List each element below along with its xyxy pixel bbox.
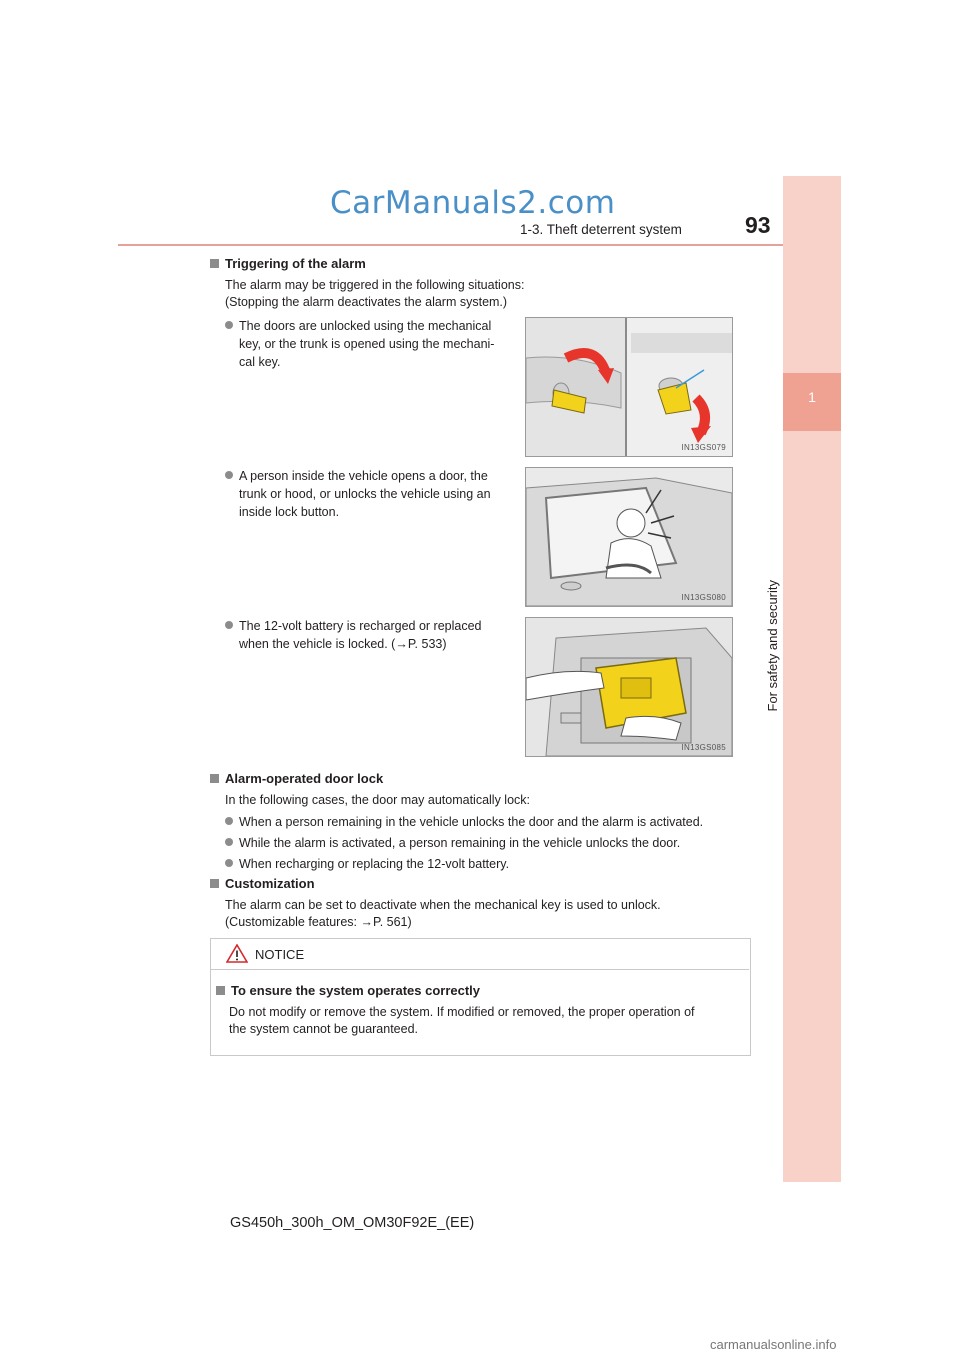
notice-title: NOTICE	[255, 947, 305, 962]
document-code-footer: GS450h_300h_OM_OM30F92E_(EE)	[230, 1215, 475, 1231]
square-bullet-icon	[210, 879, 219, 888]
notice-heading: To ensure the system operates correctly	[216, 983, 480, 998]
notice-line1: Do not modify or remove the system. If modified or removed, the proper operation of	[229, 1005, 695, 1019]
customization-line2: (Customizable features: →P. 561)	[225, 915, 412, 929]
notice-line2: the system cannot be guaranteed.	[229, 1022, 419, 1036]
round-bullet-icon	[225, 621, 233, 629]
triggering-intro-line1: The alarm may be triggered in the following situations:	[225, 278, 525, 292]
list-item: When a person remaining in the vehicle unlocks the door and the alarm is activated.	[225, 813, 703, 831]
section-title: 1-3. Theft deterrent system	[520, 222, 682, 237]
watermark-bottom: carmanualsonline.info	[710, 1337, 837, 1352]
figure-mechanical-key	[525, 317, 733, 457]
figure-battery	[525, 617, 733, 757]
page-number: 93	[745, 212, 771, 238]
chapter-side-tab	[783, 176, 841, 1182]
figure-id: IN13GS080	[681, 593, 726, 602]
figure-person-inside	[525, 467, 733, 607]
square-bullet-icon	[210, 774, 219, 783]
square-bullet-icon	[216, 986, 225, 995]
list-item: The doors are unlocked using the mechanical key, or the trunk is opened using the mechani- cal key.	[225, 317, 515, 371]
round-bullet-icon	[225, 859, 233, 867]
round-bullet-icon	[225, 817, 233, 825]
round-bullet-icon	[225, 838, 233, 846]
chapter-title: For safety and security	[765, 580, 780, 712]
round-bullet-icon	[225, 321, 233, 329]
watermark-top: CarManuals2.com	[330, 185, 616, 221]
customization-line1: The alarm can be set to deactivate when the mechanical key is used to unlock.	[225, 898, 661, 912]
door-lock-intro: In the following cases, the door may automatically lock:	[225, 793, 531, 807]
figure-id: IN13GS079	[681, 443, 726, 452]
list-item: A person inside the vehicle opens a door, the trunk or hood, or unlocks the vehicle using an inside lock button.	[225, 467, 515, 521]
square-bullet-icon	[210, 259, 219, 268]
triggering-heading: Triggering of the alarm	[210, 256, 366, 271]
header-rule	[118, 244, 841, 246]
door-lock-heading: Alarm-operated door lock	[210, 771, 383, 786]
warning-triangle-icon	[226, 944, 248, 963]
list-item: The 12-volt battery is recharged or replaced when the vehicle is locked. (→P. 533)	[225, 617, 515, 653]
chapter-number: 1	[808, 389, 816, 405]
customization-heading: Customization	[210, 876, 315, 891]
figure-id: IN13GS085	[681, 743, 726, 752]
triggering-intro-line2: (Stopping the alarm deactivates the alarm system.)	[225, 295, 508, 309]
list-item: While the alarm is activated, a person remaining in the vehicle unlocks the door.	[225, 834, 680, 852]
round-bullet-icon	[225, 471, 233, 479]
list-item: When recharging or replacing the 12-volt battery.	[225, 855, 509, 873]
